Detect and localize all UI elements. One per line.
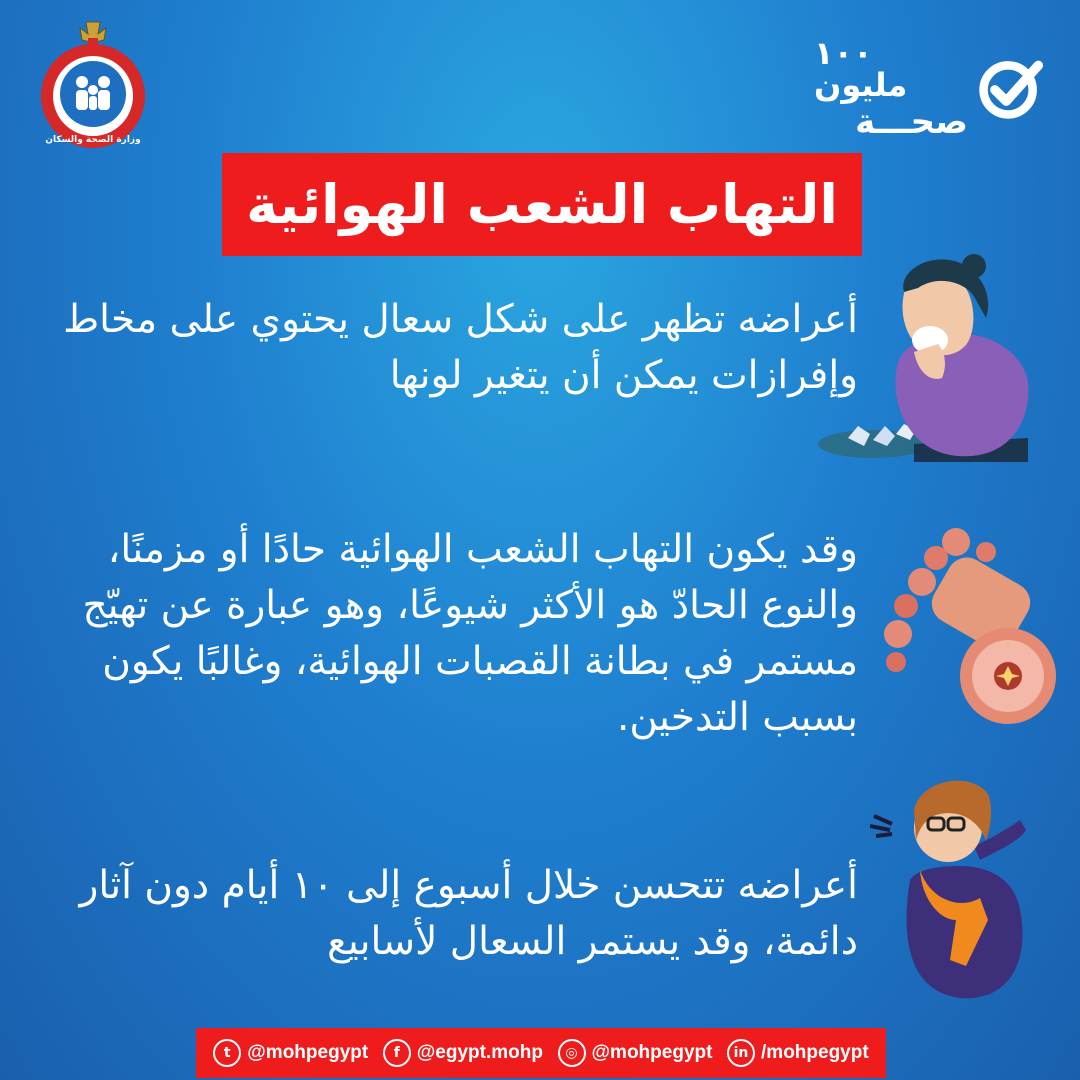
paragraph-symptoms: أعراضه تظهر على شكل سعال يحتوي على مخاط وإفرازات يمكن أن يتغير لونها <box>63 297 858 398</box>
title-banner <box>222 153 862 256</box>
social-footer <box>196 1028 886 1078</box>
twitter-handle: @mohpegypt <box>247 1042 369 1063</box>
twitter-icon: t <box>213 1039 241 1067</box>
linkedin-link[interactable] <box>727 1039 869 1067</box>
ministry-logo <box>34 18 152 150</box>
sick-person-illustration <box>870 770 1050 1002</box>
ministry-logo-arabic-text: وزارة الصحة والسكان <box>45 135 141 145</box>
twitter-link[interactable] <box>213 1039 368 1067</box>
linkedin-handle: /mohpegypt <box>761 1042 869 1063</box>
campaign-line1: ١٠٠ مليون <box>814 34 908 104</box>
paragraph-recovery: أعراضه تتحسن خلال أسبوع إلى ١٠ أيام دون آثار دائمة، وقد يستمر السعال لأسابيع <box>79 863 858 964</box>
campaign-logo <box>814 34 1044 142</box>
checkmark-icon <box>976 52 1044 124</box>
instagram-handle: @mohpegypt <box>591 1042 713 1063</box>
instagram-link[interactable] <box>558 1039 713 1067</box>
paragraph-types: وقد يكون التهاب الشعب الهوائية حادًا أو مزمنًا، والنوع الحادّ هو الأكثر شيوعًا، وهو عبارة عن تهيّج مستمر في بطانة القصبات الهوائية، وغالبًا يكون بسبب التدخين. <box>82 527 858 740</box>
facebook-icon: f <box>383 1039 411 1067</box>
page-title: التهاب الشعب الهوائية <box>246 173 838 236</box>
facebook-link[interactable] <box>383 1039 543 1067</box>
bronchi-illustration <box>876 518 1056 730</box>
campaign-line2: صحـــة <box>855 102 968 142</box>
linkedin-icon: in <box>727 1039 755 1067</box>
coughing-woman-illustration <box>818 252 1032 474</box>
facebook-handle: @egypt.mohp <box>416 1042 543 1063</box>
instagram-icon: ◎ <box>558 1039 586 1067</box>
